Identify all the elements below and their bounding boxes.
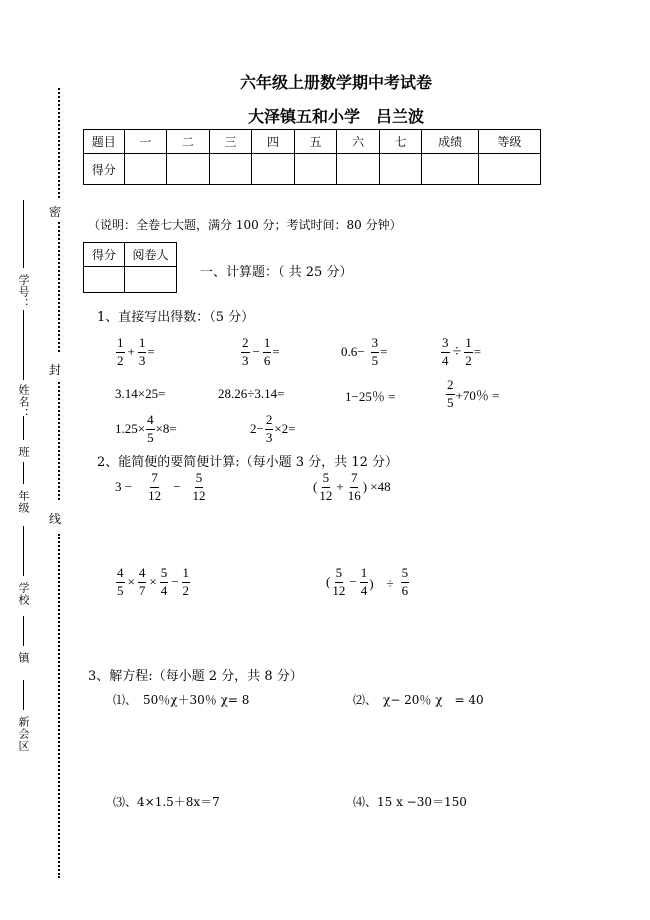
equation-4: ⑷、15 x −30＝150 [353, 795, 467, 809]
fraction: $\frac{4}{5}$ [147, 412, 154, 445]
fraction: $\frac{2}{3}$ [265, 412, 273, 445]
fraction: $\frac{3}{5}$ [371, 335, 379, 368]
score-header-cell: 题目 [84, 130, 125, 154]
fraction: $\frac{1}{2}$ [465, 335, 472, 368]
grader-box [83, 242, 177, 293]
q2-item-3: $\frac{4}{5}$ × $\frac{4}{7}$ × $\frac{5}{4}$ − $\frac{1}{2}$ [117, 565, 190, 598]
binding-dotted-line [58, 222, 60, 352]
grader-name-label: 阅卷人 [125, 243, 177, 267]
q2-item-4: ( $\frac{5}{12}$ − $\frac{1}{4}$ ) ÷ $\frac{5}{6}$ [326, 565, 409, 598]
fraction: $\frac{2}{3}$ [242, 335, 249, 368]
score-header-cell: 二 [167, 130, 210, 154]
score-input-cell[interactable] [167, 154, 210, 185]
town-label: 镇 [17, 652, 30, 664]
seal-char-mi: 密 [49, 205, 62, 219]
q1-title: 1、直接写出得数：（5 分） [97, 310, 255, 325]
grader-score-label: 得分 [84, 243, 125, 267]
section1-title: 一、计算题：（ 共 25 分） [200, 265, 353, 280]
score-input-cell[interactable] [478, 154, 540, 185]
binding-dotted-line [58, 382, 60, 500]
student-id-label: 学号： [17, 274, 30, 310]
score-header-cell: 一 [124, 130, 167, 154]
score-table-score-row [84, 154, 541, 185]
fraction: $\frac{4}{7}$ [138, 565, 146, 598]
fraction: $\frac{1}{2}$ [117, 335, 124, 368]
q1-item-7: 1−25％ = [345, 389, 396, 404]
field-underline [23, 526, 24, 576]
q1-item-6: 28.26÷3.14= [218, 386, 285, 401]
district-label: 新会区 [17, 716, 30, 752]
fraction: $\frac{2}{5}$ [447, 377, 454, 410]
q2-title: 2、能简便的要简便计算:（每小题 3 分，共 12 分） [97, 455, 398, 470]
seal-char-xian: 线 [49, 512, 62, 526]
score-input-cell[interactable] [337, 154, 380, 185]
name-label: 姓名： [17, 384, 30, 420]
field-underline [23, 200, 24, 268]
exam-subtitle: 大泽镇五和小学 吕兰波 [247, 107, 424, 126]
equation-3: ⑶、4×1.5＋8x＝7 [113, 795, 220, 809]
score-input-cell[interactable] [379, 154, 422, 185]
instructions: （说明：全卷七大题，满分 100 分；考试时间：80 分钟） [88, 218, 402, 232]
score-header-cell: 六 [337, 130, 380, 154]
exam-title: 六年级上册数学期中考试卷 [239, 73, 432, 92]
score-table [83, 129, 541, 185]
score-row-label: 得分 [84, 154, 125, 185]
equation-1: ⑴、 50％χ＋30％ χ= 8 [113, 693, 250, 707]
score-input-cell[interactable] [252, 154, 295, 185]
field-underline [23, 416, 24, 440]
seal-char-feng: 封 [49, 363, 62, 377]
field-underline [23, 310, 24, 380]
q1-item-10: 2− $\frac{2}{3}$ ×2= [250, 412, 296, 445]
score-input-cell[interactable] [422, 154, 478, 185]
q1-item-1: $\frac{1}{2}$ + $\frac{1}{3}$ = [117, 335, 155, 368]
field-underline [23, 616, 24, 646]
q1-item-2: $\frac{2}{3}$ − $\frac{1}{6}$ = [242, 335, 280, 368]
score-header-cell: 七 [379, 130, 422, 154]
fraction: $\frac{7}{12}$ [148, 470, 162, 503]
q3-title: 3、解方程:（每小题 2 分，共 8 分） [88, 669, 303, 684]
q1-item-8: $\frac{2}{5}$ +70％ = [447, 377, 500, 410]
fraction: $\frac{5}{12}$ [319, 470, 333, 503]
score-header-cell: 三 [209, 130, 252, 154]
fraction: $\frac{1}{2}$ [182, 565, 190, 598]
q2-item-2: ( $\frac{5}{12}$ + $\frac{7}{16}$ ) ×48 [313, 470, 391, 503]
q1-item-5: 3.14×25= [115, 386, 166, 401]
fraction: $\frac{5}{12}$ [192, 470, 206, 503]
fraction: $\frac{5}{12}$ [332, 565, 346, 598]
class-label: 班 [17, 446, 30, 458]
school-label: 学校 [17, 582, 30, 606]
q1-item-3: 0.6− $\frac{3}{5}$ = [341, 335, 388, 368]
q2-item-1: 3 − $\frac{7}{12}$ − $\frac{5}{12}$ [115, 470, 206, 503]
score-header-cell: 等级 [478, 130, 540, 154]
score-header-cell: 成绩 [422, 130, 478, 154]
score-header-cell: 五 [294, 130, 337, 154]
fraction: $\frac{3}{4}$ [442, 335, 449, 368]
fraction: $\frac{4}{5}$ [117, 565, 124, 598]
grader-name-cell[interactable] [125, 267, 177, 293]
score-header-cell: 四 [252, 130, 295, 154]
q1-item-4: $\frac{3}{4}$ ÷ $\frac{1}{2}$ = [442, 335, 482, 368]
equation-2: ⑵、 χ− 20％ χ = 40 [353, 693, 484, 707]
fraction: $\frac{1}{3}$ [138, 335, 146, 368]
q1-item-9: 1.25× $\frac{4}{5}$ ×8= [115, 412, 177, 445]
grader-score-cell[interactable] [84, 267, 125, 293]
score-table-header-row [84, 130, 541, 154]
score-input-cell[interactable] [209, 154, 252, 185]
fraction: $\frac{5}{4}$ [160, 565, 168, 598]
grade-label: 年级 [17, 490, 30, 514]
score-input-cell[interactable] [294, 154, 337, 185]
field-underline [23, 680, 24, 710]
score-input-cell[interactable] [124, 154, 167, 185]
fraction: $\frac{1}{4}$ [360, 565, 368, 598]
fraction: $\frac{1}{6}$ [263, 335, 271, 368]
binding-dotted-line [58, 534, 60, 878]
fraction: $\frac{5}{6}$ [401, 565, 409, 598]
field-underline [23, 462, 24, 484]
fraction: $\frac{7}{16}$ [347, 470, 361, 503]
